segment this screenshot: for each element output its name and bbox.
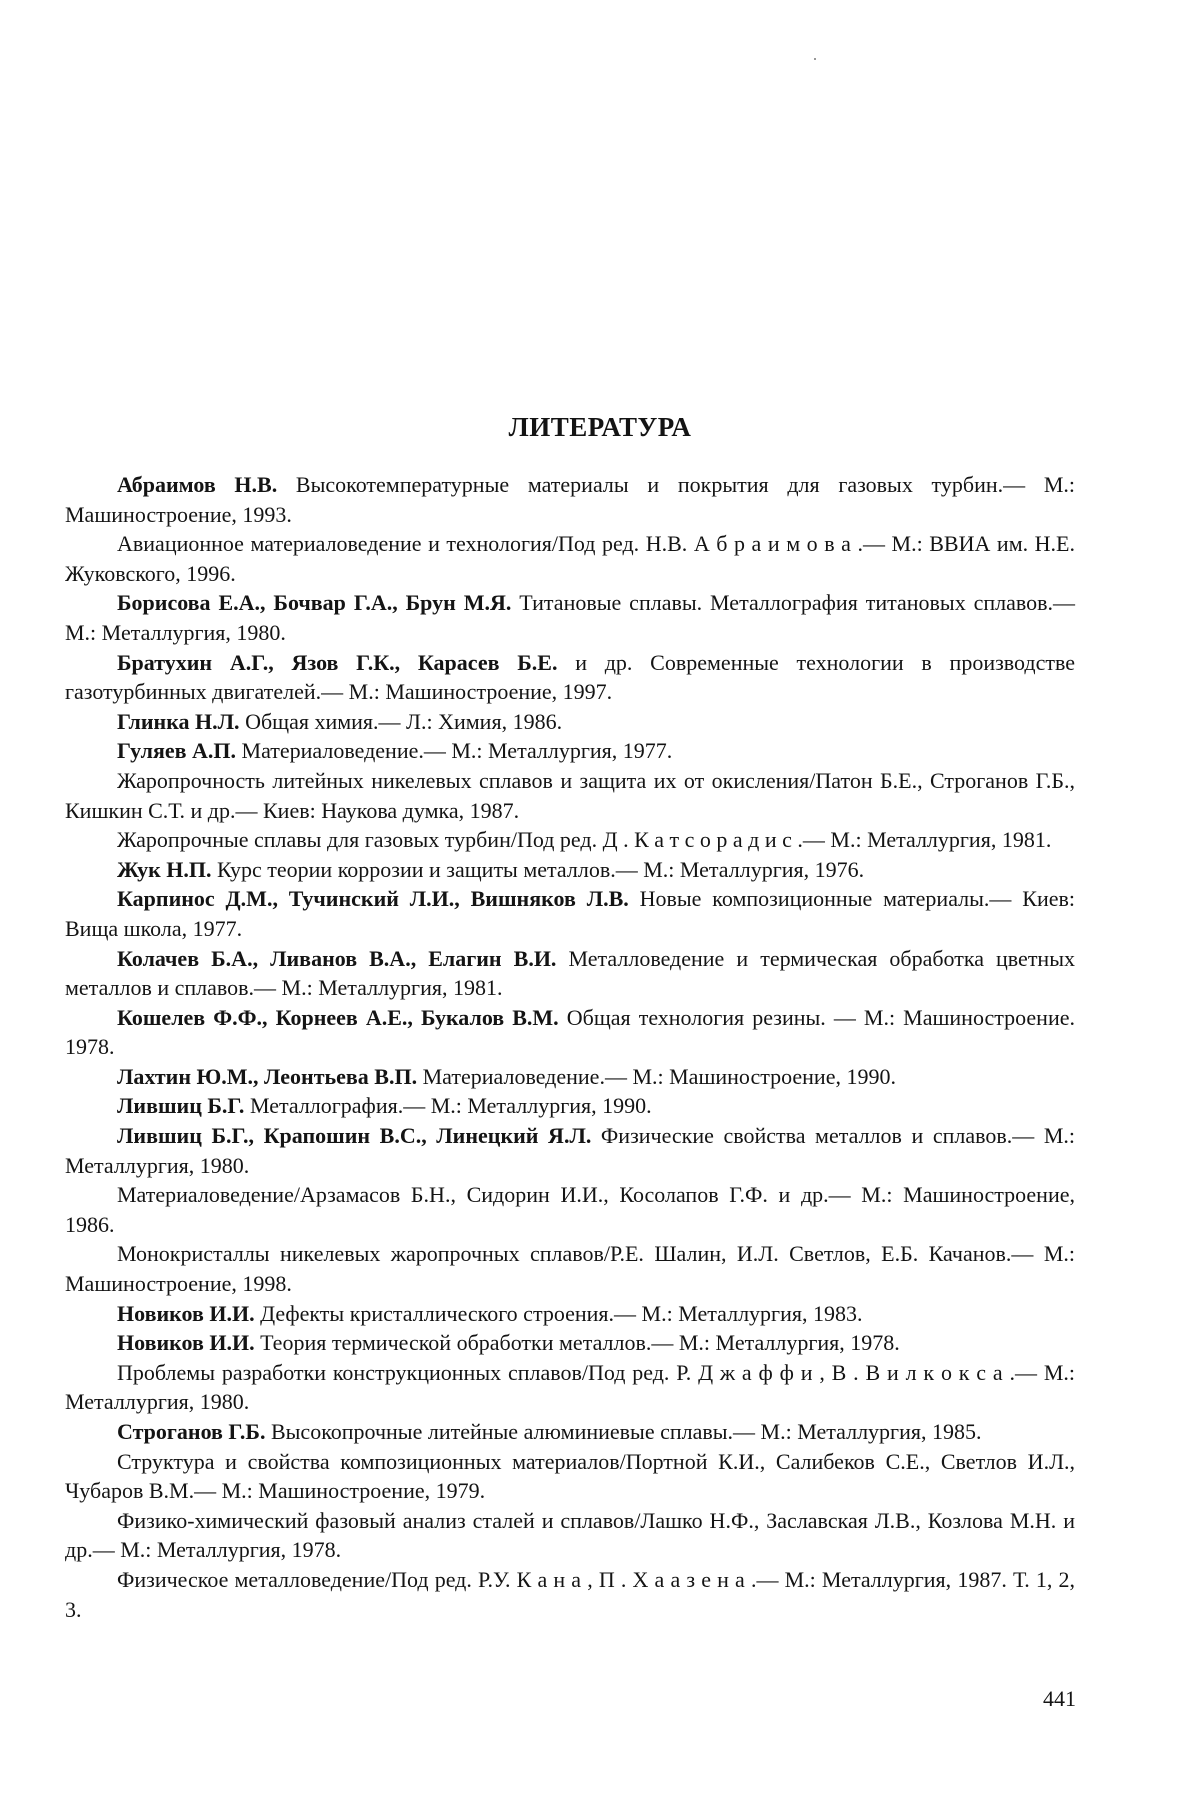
reference-text: Жаропрочные сплавы для газовых турбин/Под ред. Д . К а т с о р а д и с .— М.: Металлургия, 1981. <box>117 827 1052 853</box>
reference-item <box>65 1506 1075 1565</box>
reference-text: Авиационное материаловедение и технология/Под ред. Н.В. А б р а и м о в а .— М.: ВВИА им. Н.Е. Жуковского, 1996. <box>65 531 1075 586</box>
reference-item <box>65 1062 1075 1092</box>
reference-authors: Глинка Н.Л. <box>117 708 240 734</box>
reference-item <box>65 707 1075 737</box>
reference-item <box>65 736 1075 766</box>
reference-authors: Колачев Б.А., Ливанов В.А., Елагин В.И. <box>117 945 557 971</box>
reference-item <box>65 588 1075 647</box>
reference-text: Материаловедение.— М.: Металлургия, 1977. <box>236 738 673 764</box>
reference-authors: Лахтин Ю.М., Леонтьева В.П. <box>117 1063 418 1089</box>
reference-item <box>65 944 1075 1003</box>
reference-text: Общая химия.— Л.: Химия, 1986. <box>239 708 563 734</box>
reference-item <box>65 855 1075 885</box>
reference-item <box>65 884 1075 943</box>
reference-item <box>65 470 1075 529</box>
reference-text: и др. Современные технологии в производстве газотурбинных двигателей.— М.: Машиностроение, 1997. <box>65 649 1075 705</box>
reference-authors: Гуляев А.П. <box>117 738 237 764</box>
reference-text: Физическое металловедение/Под ред. Р.У. К а н а , П . Х а а з е н а .— М.: Металлургия, 1987. Т. 1, 2, 3. <box>65 1566 1075 1622</box>
reference-item <box>65 1417 1075 1447</box>
reference-text: Общая технология резины. — М.: Машиностроение. 1978. <box>65 1004 1075 1060</box>
reference-authors: Строганов Г.Б. <box>117 1419 266 1444</box>
reference-item <box>65 1091 1075 1121</box>
reference-text: Металлография.— М.: Металлургия, 1990. <box>244 1093 652 1119</box>
reference-item <box>65 1003 1075 1062</box>
reference-item <box>65 648 1075 707</box>
reference-text: Курс теории коррозии и защиты металлов.— М.: Металлургия, 1976. <box>211 856 865 882</box>
reference-text: Материаловедение/Арзамасов Б.Н., Сидорин И.И., Косолапов Г.Ф. и др.— М.: Машиностроение, 1986. <box>65 1182 1075 1237</box>
reference-authors: Борисова Е.А., Бочвар Г.А., Брун М.Я. <box>117 590 512 616</box>
reference-item <box>65 1121 1075 1180</box>
reference-list <box>65 470 1075 1624</box>
reference-text: Металловедение и термическая обработка цветных металлов и сплавов.— М.: Металлургия, 1981. <box>65 945 1075 1001</box>
reference-text: Титановые сплавы. Металлография титановых сплавов.— М.: Металлургия, 1980. <box>65 590 1075 645</box>
page-number: 441 <box>1043 1686 1076 1711</box>
reference-text: Материаловедение.— М.: Машиностроение, 1990. <box>417 1063 896 1089</box>
reference-authors: Братухин А.Г., Язов Г.К., Карасев Б.Е. <box>117 649 558 675</box>
reference-text: Высокопрочные литейные алюминиевые сплавы.— М.: Металлургия, 1985. <box>265 1419 982 1444</box>
reference-authors: Абраимов Н.В. <box>117 472 278 497</box>
reference-item <box>65 1358 1075 1417</box>
reference-authors: Жук Н.П. <box>117 856 212 882</box>
reference-authors: Лившиц Б.Г. <box>117 1093 245 1119</box>
reference-text: Новые композиционные материалы.— Киев: Вища школа, 1977. <box>65 886 1075 941</box>
reference-text: Дефекты кристаллического строения.— М.: Металлургия, 1983. <box>254 1300 863 1326</box>
page-heading: ЛИТЕРАТУРА <box>508 412 692 442</box>
scan-speck <box>814 58 816 60</box>
reference-authors: Новиков И.И. <box>117 1300 255 1326</box>
reference-item <box>65 1299 1075 1329</box>
reference-authors: Кошелев Ф.Ф., Корнеев А.Е., Букалов В.М. <box>117 1004 559 1030</box>
reference-item <box>65 766 1075 825</box>
reference-item <box>65 825 1075 855</box>
reference-text: Физико-химический фазовый анализ сталей и сплавов/Лашко Н.Ф., Заславская Л.В., Козлова М.Н. и др.— М.: Металлургия, 1978. <box>65 1507 1075 1563</box>
reference-authors: Карпинос Д.М., Тучинский Л.И., Вишняков Л.В. <box>117 886 629 912</box>
reference-text: Теория термической обработки металлов.— М.: Металлургия, 1978. <box>254 1330 900 1356</box>
reference-text: Высокотемпературные материалы и покрытия для газовых турбин.— М.: Машиностроение, 1993. <box>65 472 1076 527</box>
reference-text: Физические свойства металлов и сплавов.— М.: Металлургия, 1980. <box>65 1123 1075 1178</box>
reference-item <box>65 1565 1075 1624</box>
reference-text: Структура и свойства композиционных материалов/Портной К.И., Салибеков С.Е., Светлов И.Л., Чубаров В.М.— М.: Машиностроение, 1979. <box>65 1448 1075 1504</box>
reference-item <box>65 1239 1075 1298</box>
reference-text: Жаропрочность литейных никелевых сплавов и защита их от окисления/Патон Б.Е., Строганов Г.Б., Кишкин С.Т. и др.— Киев: Наукова думка, 1987. <box>65 767 1075 823</box>
reference-authors: Новиков И.И. <box>117 1330 255 1356</box>
reference-item <box>65 529 1075 588</box>
reference-text: Монокристаллы никелевых жаропрочных сплавов/Р.Е. Шалин, И.Л. Светлов, Е.Б. Качанов.— М.: Машиностроение, 1998. <box>65 1241 1075 1297</box>
reference-item <box>65 1180 1075 1239</box>
reference-item <box>65 1447 1075 1506</box>
reference-item <box>65 1328 1075 1358</box>
reference-authors: Лившиц Б.Г., Крапошин В.С., Линецкий Я.Л. <box>117 1123 592 1149</box>
reference-text: Проблемы разработки конструкционных сплавов/Под ред. Р. Д ж а ф ф и , В . В и л к о к с а .— М.: Металлургия, 1980. <box>65 1359 1075 1415</box>
